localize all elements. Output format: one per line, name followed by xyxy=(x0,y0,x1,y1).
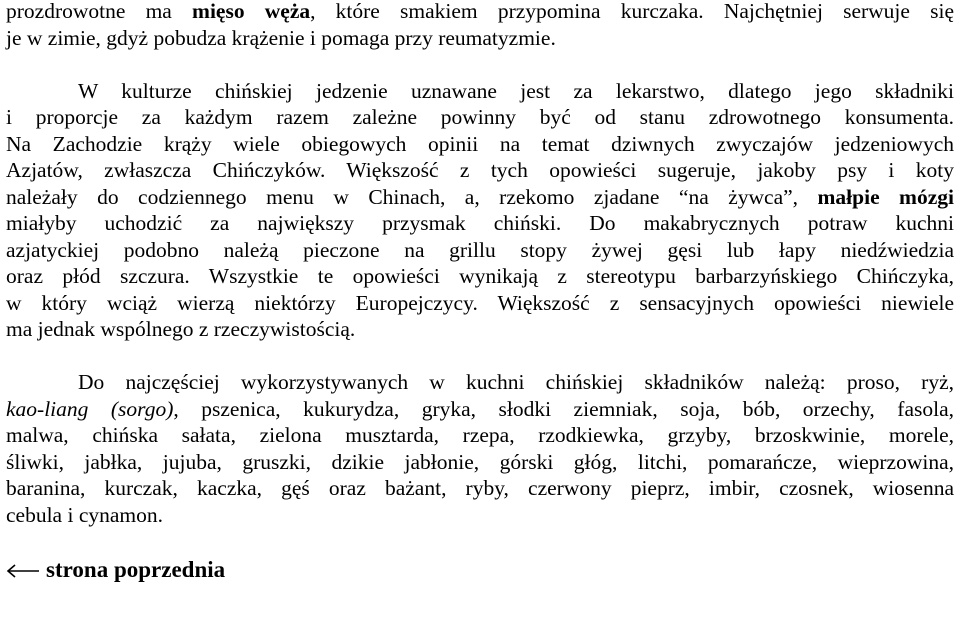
bold-text: mięso węża xyxy=(192,0,311,23)
text-run: Azjatów, zwłaszcza Chińczyków. Większość z tych opowieści sugeruje, jakoby psy i koty xyxy=(6,158,954,182)
paragraph-3-line-5 xyxy=(6,475,954,502)
paragraph-2-line-1 xyxy=(6,78,954,105)
paragraph-2-line-8 xyxy=(6,263,954,290)
paragraph-2-line-6 xyxy=(6,210,954,237)
article-body xyxy=(6,0,954,585)
text-run: należały do codziennego menu w Chinach, a, rzekomo zjadane “na żywca”, xyxy=(6,184,818,209)
paragraph-2-line-7 xyxy=(6,237,954,264)
arrow-left-icon xyxy=(6,556,46,586)
text-run: ma jednak wspólnego z rzeczywistością. xyxy=(6,317,356,341)
text-run: oraz płód szczura. Wszystkie te opowieści wynikają z stereotypu barbarzyńskiego Chińczyka, xyxy=(6,264,954,288)
text-run: W kulturze chińskiej jedzenie uznawane jest za lekarstwo, dlatego jego składniki xyxy=(78,78,954,103)
text-run: w który wciąż wierzą niektórzy Europejczycy. Większość z sensacyjnych opowieści niewiele xyxy=(6,290,954,315)
text-run: azjatyckiej podobno należą pieczone na grillu stopy żywej gęsi lub łapy niedźwiedzia xyxy=(6,237,954,262)
paragraph-1-line-1 xyxy=(6,0,954,25)
paragraph-2-line-4 xyxy=(6,157,954,184)
paragraph-gap xyxy=(6,51,954,78)
arrow-left-icon-graphic xyxy=(6,564,40,578)
text-run: Do najczęściej wykorzystywanych w kuchni chińskiej składników należą: proso, ryż, xyxy=(78,370,954,394)
text-run: śliwki, jabłka, jujuba, gruszki, dzikie jabłonie, górski głóg, litchi, pomarańcze, wieprzowina, xyxy=(6,449,954,474)
text-run: Na Zachodzie krąży wiele obiegowych opinii na temat dziwnych zwyczajów jedzeniowych xyxy=(6,131,954,156)
paragraph-3-line-1 xyxy=(6,369,954,396)
paragraph-gap xyxy=(6,343,954,370)
paragraph-2-line-2 xyxy=(6,104,954,131)
italic-text: kao-liang (sorgo) xyxy=(6,396,174,421)
previous-page-link[interactable] xyxy=(6,557,225,582)
paragraph-2-line-3 xyxy=(6,131,954,158)
text-run: baranina, kurczak, kaczka, gęś oraz bażant, ryby, czerwony pieprz, imbir, czosnek, wiosenna xyxy=(6,476,954,500)
paragraph-3-line-4 xyxy=(6,449,954,476)
paragraph-2-line-10 xyxy=(6,316,954,343)
text-run: , które smakiem przypomina kurczaka. Najchętniej serwuje się xyxy=(310,0,955,23)
paragraph-3-line-2 xyxy=(6,396,954,423)
text-run: malwa, chińska sałata, zielona musztarda, rzepa, rzodkiewka, grzyby, brzoskwinie, morele, xyxy=(6,423,954,447)
bold-text: małpie mózgi xyxy=(817,184,954,209)
paragraph-3-line-3 xyxy=(6,422,954,449)
text-run: je w zimie, gdyż pobudza krążenie i pomaga przy reumatyzmie. xyxy=(6,25,556,50)
page-navigation xyxy=(6,555,954,585)
text-run: prozdrowotne ma xyxy=(6,0,193,23)
text-run: , pszenica, kukurydza, gryka, słodki ziemniak, soja, bób, orzechy, fasola, xyxy=(173,396,954,421)
paragraph-2-line-9 xyxy=(6,290,954,317)
paragraph-2-line-5 xyxy=(6,184,954,211)
previous-page-label: strona poprzednia xyxy=(46,556,226,582)
text-run: cebula i cynamon. xyxy=(6,502,164,527)
paragraph-1-line-2 xyxy=(6,25,954,52)
text-run: miałyby uchodzić za największy przysmak chiński. Do makabrycznych potraw kuchni xyxy=(6,211,954,235)
paragraph-3-line-6 xyxy=(6,502,954,529)
text-run: i proporcje za każdym razem zależne powinny być od stanu zdrowotnego konsumenta. xyxy=(6,105,954,129)
